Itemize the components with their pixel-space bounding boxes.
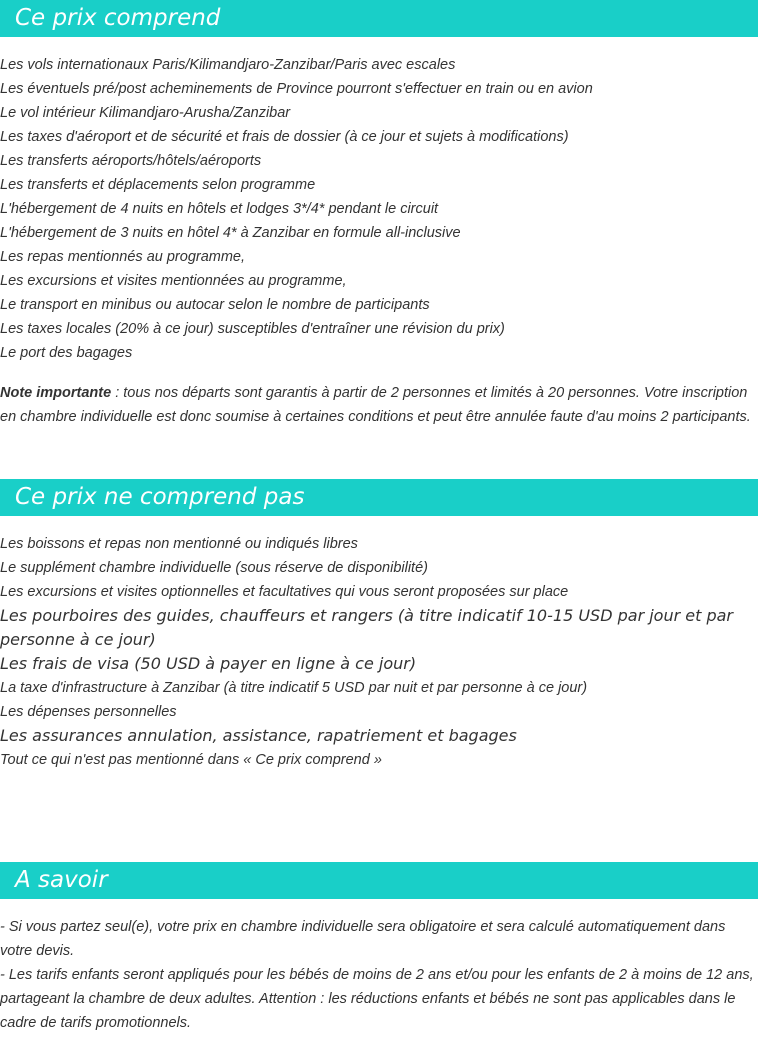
excludes-item: Les boissons et repas non mentionné ou indiqués libres: [0, 536, 358, 552]
good-to-know-paragraph: - Les tarifs enfants seront appliqués pour les bébés de moins de 2 ans et/ou pour les enfants de 2 à moins de 12 ans, partageant la chambre de deux adultes. Attention : les réductions enfants et bébés ne sont pas applicables dans le cadre de tarifs promotionnels.: [0, 967, 754, 1031]
excludes-item: Les assurances annulation, assistance, rapatriement et bagages: [0, 726, 517, 745]
includes-section-title: Ce prix comprend: [15, 5, 221, 31]
includes-item: Les taxes d'aéroport et de sécurité et frais de dossier (à ce jour et sujets à modifications): [0, 129, 569, 145]
includes-item: Les excursions et visites mentionnées au programme,: [0, 273, 347, 289]
excludes-section-title: Ce prix ne comprend pas: [15, 484, 305, 510]
includes-item: Les taxes locales (20% à ce jour) susceptibles d'entraîner une révision du prix): [0, 321, 505, 337]
includes-item: Le vol intérieur Kilimandjaro-Arusha/Zanzibar: [0, 105, 291, 121]
includes-item: L'hébergement de 3 nuits en hôtel 4* à Zanzibar en formule all-inclusive: [0, 225, 461, 241]
excludes-item: Les pourboires des guides, chauffeurs et rangers (à titre indicatif 10-15 USD par jour et par personne à ce jour): [0, 606, 734, 649]
includes-item: Les transferts aéroports/hôtels/aéroports: [0, 153, 262, 169]
excludes-item: La taxe d'infrastructure à Zanzibar (à titre indicatif 5 USD par nuit et par personne à ce jour): [0, 680, 588, 696]
excludes-item: Les excursions et visites optionnelles et facultatives qui vous seront proposées sur place: [0, 584, 569, 600]
excludes-item: Les dépenses personnelles: [0, 704, 177, 720]
includes-item: Le transport en minibus ou autocar selon le nombre de participants: [0, 297, 430, 313]
good-to-know-paragraph: - Si vous partez seul(e), votre prix en chambre individuelle sera obligatoire et sera calculé automatiquement dans votre devis.: [0, 919, 726, 959]
includes-section-header: [0, 0, 758, 37]
includes-item: Les transferts et déplacements selon programme: [0, 177, 316, 193]
good-to-know-section-header: [0, 862, 758, 899]
includes-item: Les éventuels pré/post acheminements de Province pourront s'effectuer en train ou en avion: [0, 81, 593, 97]
excludes-section-header: [0, 479, 758, 516]
good-to-know-section-title: A savoir: [15, 867, 108, 893]
important-note-text: : tous nos départs sont garantis à partir de 2 personnes et limités à 20 personnes. Votre inscription en chambre individuelle est donc soumise à certaines conditions et peut être annulée faute d'au moins 2 participants.: [0, 385, 751, 425]
includes-item: L'hébergement de 4 nuits en hôtels et lodges 3*/4* pendant le circuit: [0, 201, 439, 217]
important-note-label: Note importante: [0, 385, 112, 401]
includes-item: Les vols internationaux Paris/Kilimandjaro-Zanzibar/Paris avec escales: [0, 57, 456, 73]
excludes-item: Le supplément chambre individuelle (sous réserve de disponibilité): [0, 560, 428, 576]
excludes-item: Tout ce qui n'est pas mentionné dans « Ce prix comprend »: [0, 752, 382, 768]
excludes-item: Les frais de visa (50 USD à payer en ligne à ce jour): [0, 654, 417, 673]
includes-item: Les repas mentionnés au programme,: [0, 249, 246, 265]
important-note: [0, 381, 758, 429]
includes-item: Le port des bagages: [0, 345, 133, 361]
